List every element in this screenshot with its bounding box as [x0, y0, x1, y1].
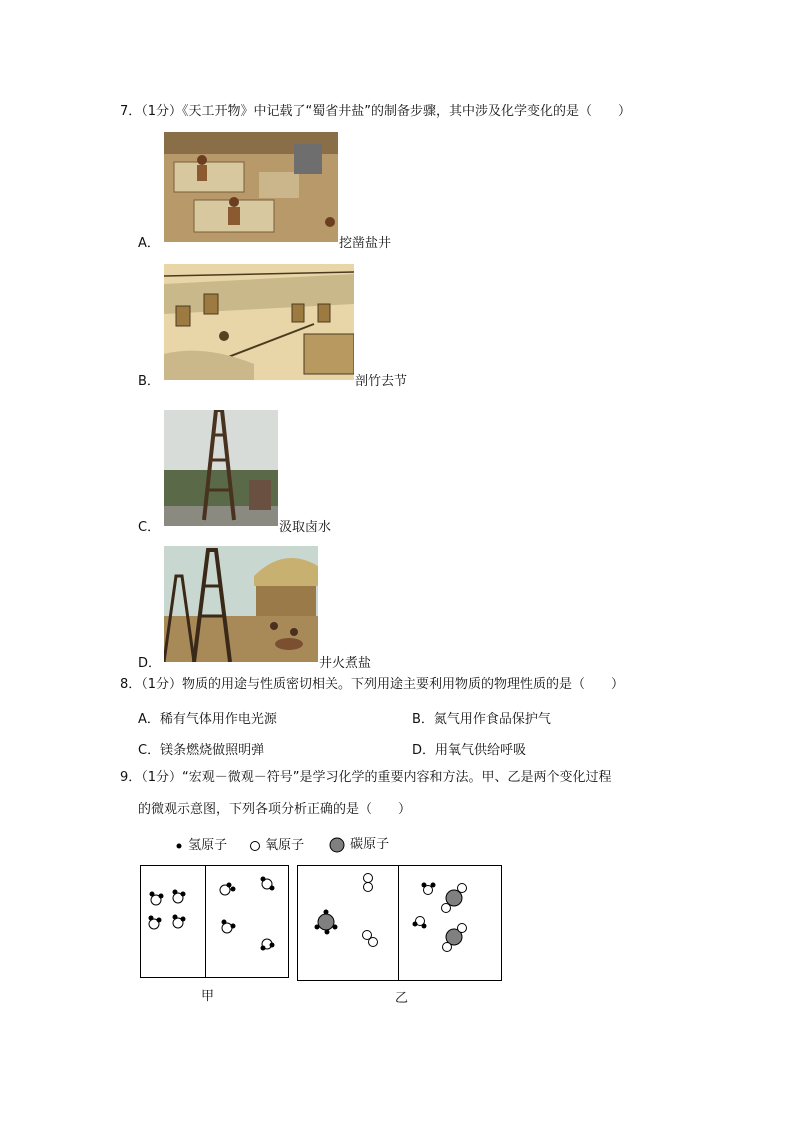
legend-oxygen-label: 氧原子 [265, 838, 305, 853]
q8-option-c: C．镁条燃烧做照明弹 [138, 743, 265, 758]
option-c-letter: C． [138, 520, 161, 535]
option-a-letter: A． [138, 236, 160, 251]
diagram-jia [140, 865, 289, 978]
option-a-image [164, 132, 338, 242]
water-molecule [261, 877, 275, 891]
q8-option-b: B．氮气用作食品保护气 [412, 712, 551, 727]
diagram-yi-molecules [298, 866, 501, 980]
legend-hydrogen-label: 氢原子 [188, 838, 228, 853]
oxygen-molecule [363, 931, 378, 947]
option-d-letter: D． [138, 656, 162, 671]
oxygen-atom-icon [249, 840, 261, 852]
water-molecule [173, 915, 186, 929]
option-b-text: 剖竹去节 [355, 374, 408, 389]
carbon-dioxide-molecule [443, 924, 467, 952]
legend-carbon [328, 833, 389, 853]
water-molecule [150, 892, 164, 906]
option-a-text: 挖凿盐井 [339, 236, 392, 251]
option-c-text: 汲取卤水 [279, 520, 332, 535]
q9-stem-line2: 的微观示意图，下列各项分析正确的是（ ） [138, 802, 412, 817]
q8-option-d: D．用氧气供给呼吸 [412, 743, 527, 758]
option-b-letter: B． [138, 374, 160, 389]
diagram-jia-molecules [141, 866, 288, 977]
hydrogen-atom-icon [174, 840, 184, 852]
diagram-jia-label: 甲 [201, 989, 215, 1004]
q8-stem: 8．（1分）物质的用途与性质密切相关。下列用途主要利用物质的物理性质的是（ ） [120, 677, 625, 692]
legend-hydrogen [174, 834, 227, 853]
carbon-dioxide-molecule [442, 884, 467, 913]
water-molecule [422, 883, 436, 895]
legend-carbon-label: 碳原子 [350, 837, 390, 852]
legend-oxygen [249, 834, 304, 853]
option-d-image [164, 546, 318, 662]
methane-molecule [315, 910, 338, 935]
diagram-yi-label: 乙 [395, 991, 409, 1006]
water-molecule [222, 920, 236, 934]
q7-stem: 7．（1分）《天工开物》中记载了“蜀省井盐”的制备步骤，其中涉及化学变化的是（ ） [120, 104, 632, 119]
option-b-image [164, 264, 354, 380]
water-molecule [413, 917, 427, 929]
water-molecule [149, 916, 162, 930]
option-c-image [164, 410, 278, 526]
diagram-yi [297, 865, 502, 981]
q9-stem-line1: 9．（1分）“宏观－微观－符号”是学习化学的重要内容和方法。甲、乙是两个变化过程 [120, 770, 612, 785]
oxygen-molecule [364, 874, 373, 892]
water-molecule [173, 890, 186, 904]
q8-option-a: A．稀有气体用作电光源 [138, 712, 277, 727]
water-molecule [261, 939, 275, 951]
carbon-atom-icon [328, 837, 346, 853]
option-d-text: 井火煮盐 [319, 656, 372, 671]
water-molecule [220, 883, 236, 896]
